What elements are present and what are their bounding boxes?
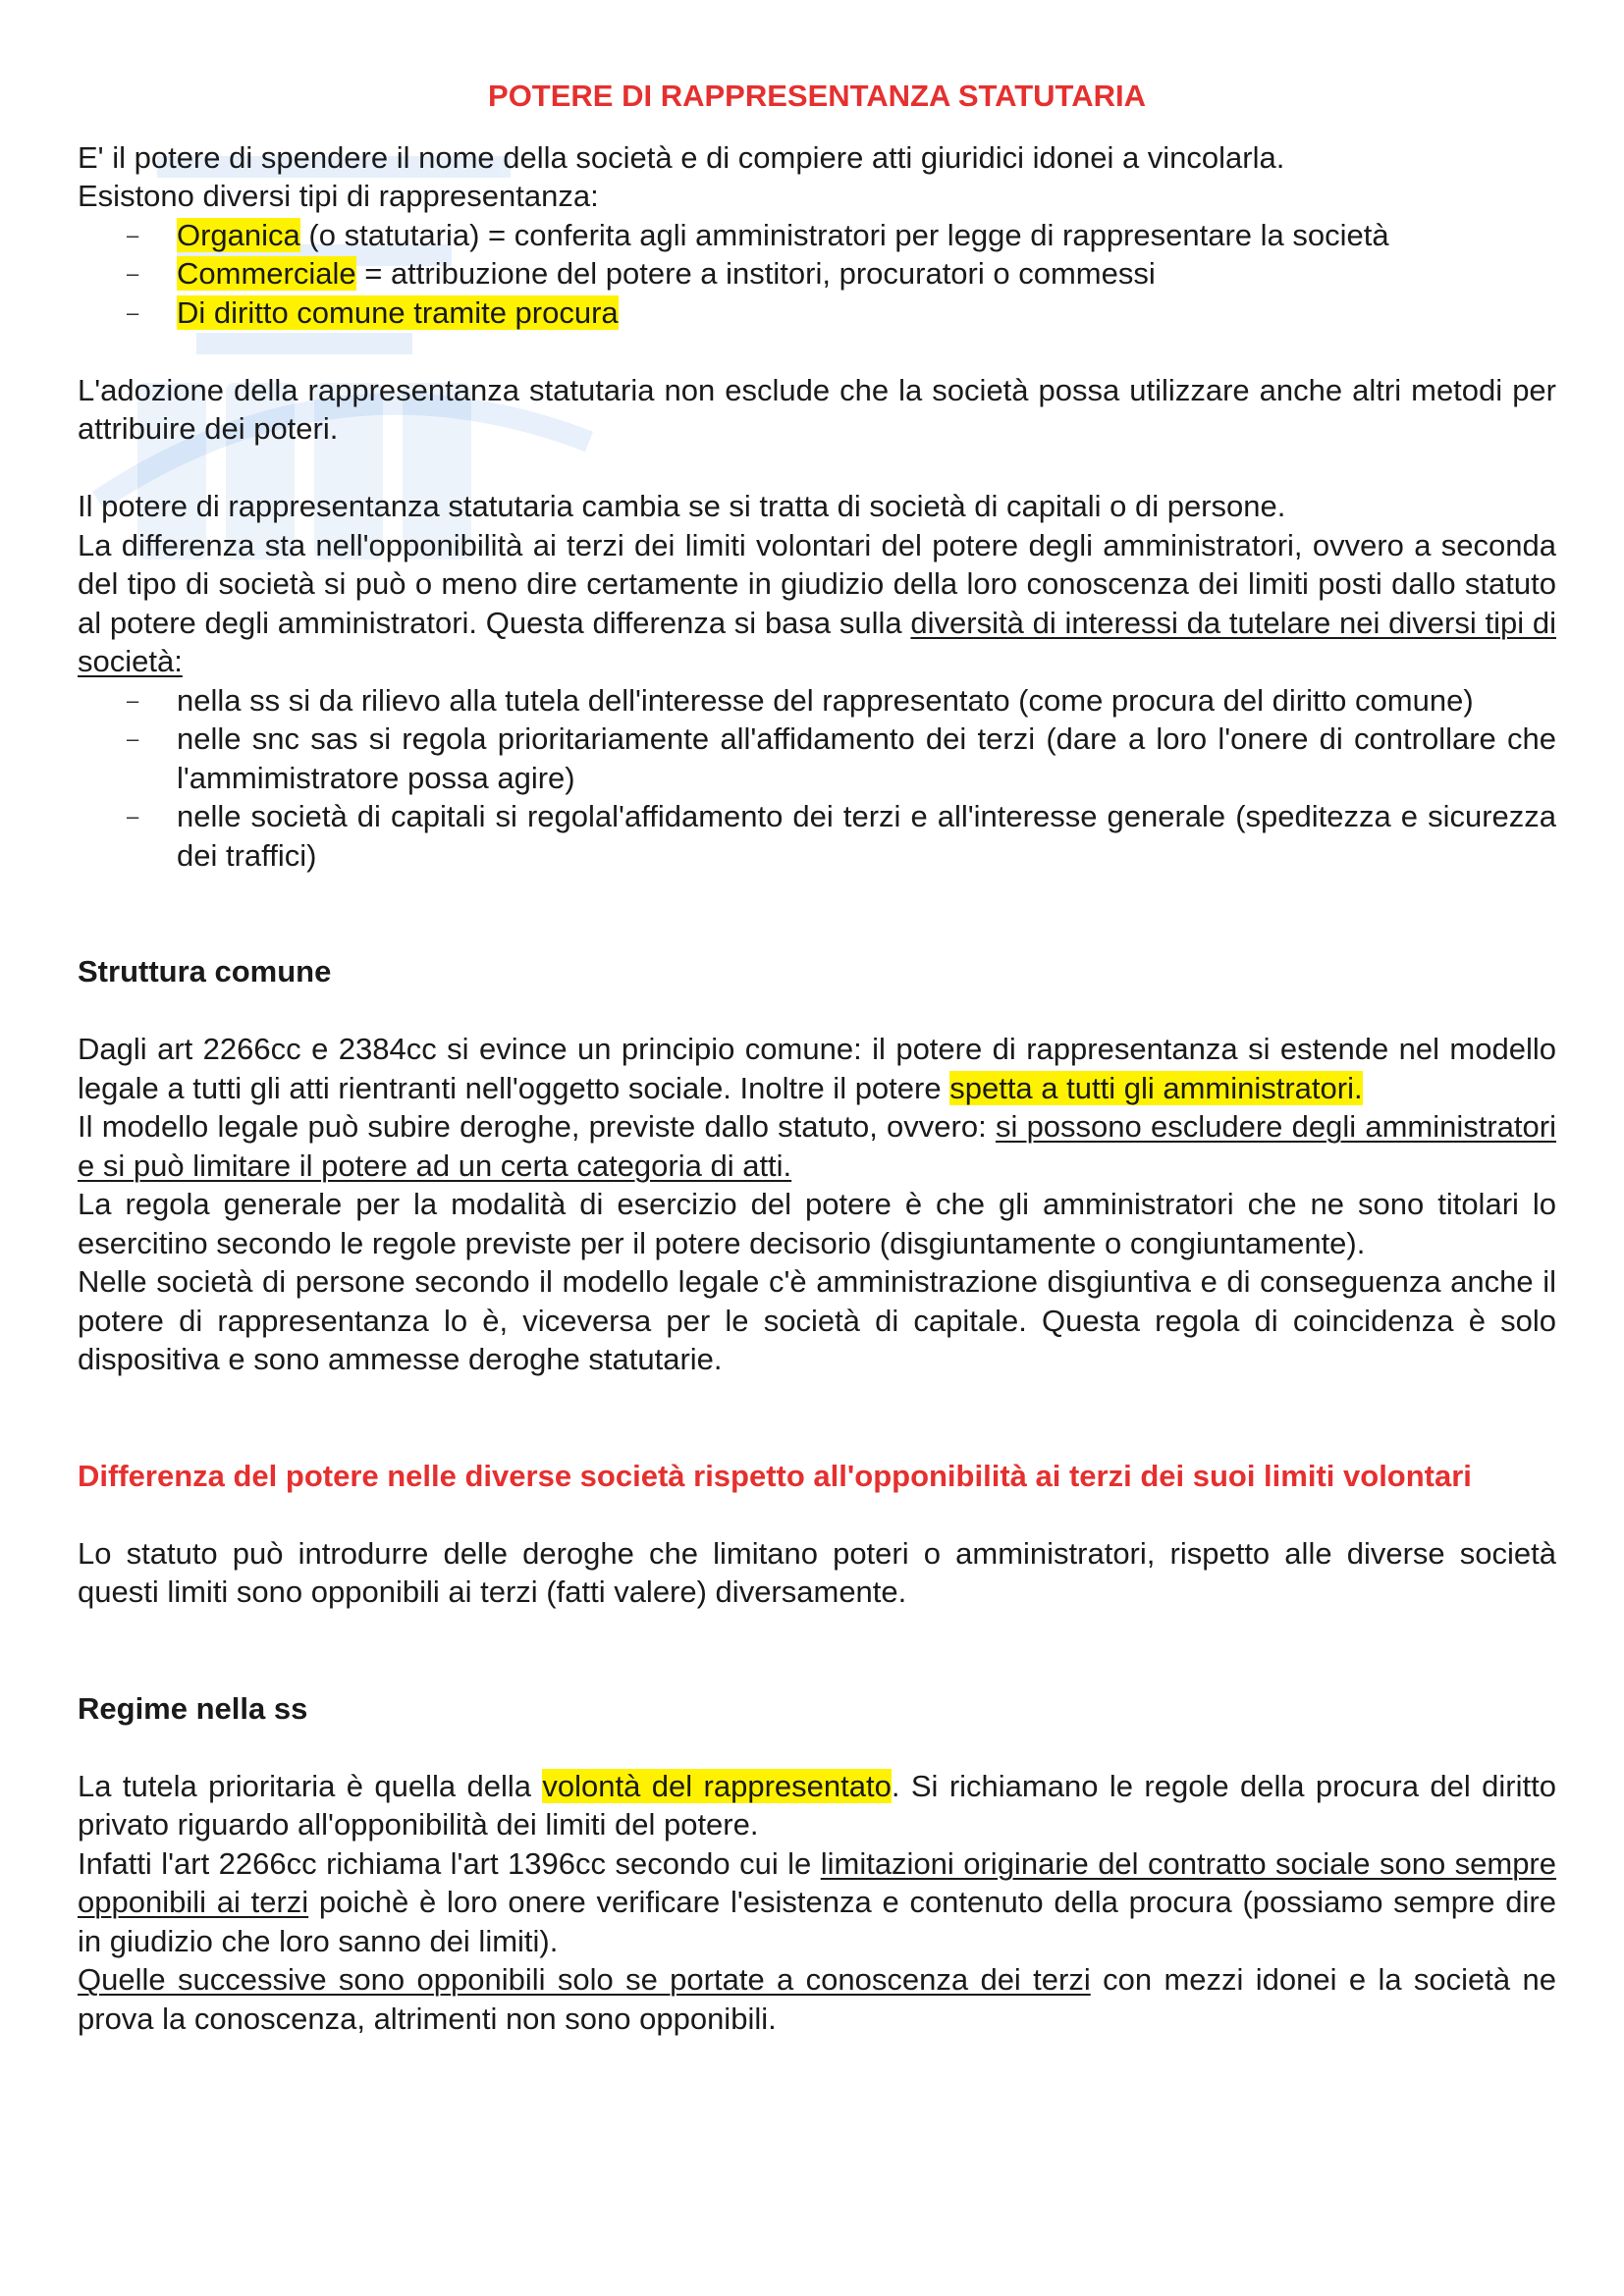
change-text: La differenza sta nell'opponibilità ai terzi dei limiti volontari del potere degli amministratori, ovvero a seconda del tipo di società si può o meno dire certamente in giudizio della loro conoscenza dei limiti posti dallo statuto al potere degli amministratori. Questa differenza si basa sulla	[78, 527, 1556, 640]
dash-bullet-icon: –	[127, 222, 139, 247]
section-heading-struttura: Struttura comune	[78, 954, 332, 988]
dash-bullet-icon: –	[127, 687, 139, 713]
dash-bullet-icon: –	[127, 299, 139, 325]
list-item-text: = attribuzione del potere a institori, procuratori o commessi	[355, 256, 1156, 291]
document-page	[78, 77, 1556, 2038]
list-item	[78, 720, 1556, 797]
list-item-text: nelle snc sas si regola prioritariamente all'affidamento dei terzi (dare a loro l'onere di controllare che l'ammimistratore possa agire)	[177, 721, 1556, 795]
underlined-text: limitazioni originarie del contratto sociale sono sempre opponibili ai terzi	[78, 1845, 1557, 1919]
dash-bullet-icon: –	[127, 804, 139, 828]
list-item-text: nelle società di capitali si regolal'affidamento dei terzi e all'interesse generale (speditezza e sicurezza dei traffici)	[177, 799, 1556, 873]
struttura-paragraph-2	[78, 1107, 1556, 1185]
underlined-text: si possono escludere degli amministratori e si può limitare il potere ad un certa categoria di atti.	[78, 1109, 1556, 1183]
section-heading-differenza: Differenza del potere nelle diverse società rispetto all'opponibilità ai terzi dei suoi limiti volontari	[78, 1458, 1472, 1493]
paragraph-text: Il modello legale può subire deroghe, previste dallo statuto, ovvero:	[78, 1109, 996, 1144]
change-paragraph	[78, 526, 1556, 681]
highlighted-term: Organica	[177, 217, 300, 252]
regime-paragraph-1	[78, 1767, 1556, 1844]
list-item	[78, 254, 1556, 294]
list-item	[78, 797, 1556, 875]
regime-paragraph-3	[78, 1960, 1556, 2038]
regime-paragraph-2	[78, 1844, 1556, 1961]
paragraph-text: Infatti l'art 2266cc richiama l'art 1396cc secondo cui le	[78, 1845, 821, 1881]
struttura-paragraph-3: La regola generale per la modalità di esercizio del potere è che gli amministratori che ne sono titolari lo esercitino secondo le regole previste per il potere decisorio (disgiuntamente o congiuntamente).	[78, 1187, 1556, 1260]
paragraph-text: con mezzi idonei e la società ne prova la conoscenza, altrimenti non sono opponibili.	[78, 1962, 1556, 2036]
section-heading-regime: Regime nella ss	[78, 1690, 308, 1726]
underlined-text: diversità di interessi da tutelare nei diversi tipi di società:	[78, 605, 1556, 678]
list-item	[78, 294, 1556, 333]
dash-bullet-icon: –	[127, 261, 139, 286]
paragraph-text: poichè è loro onere verificare l'esistenza e contenuto della procura (possiamo sempre dire in giudizio che loro sanno dei limiti).	[78, 1885, 1556, 1958]
list-item-text: (o statutaria) = conferita agli amministratori per legge di rappresentare la società	[299, 217, 1389, 252]
list-item	[78, 681, 1556, 721]
interests-list	[78, 681, 1556, 876]
change-line-1: Il potere di rappresentanza statutaria cambia se si tratta di società di capitali o di persone.	[78, 489, 1286, 523]
highlighted-term: Commerciale	[177, 256, 356, 291]
representation-types-list	[78, 216, 1556, 333]
paragraph-text: . Si richiamano le regole della procura del diritto privato riguardo all'opponibilità dei limiti del potere.	[78, 1768, 1556, 1842]
list-item	[78, 216, 1556, 255]
intro-line-1: E' il potere di spendere il nome della società e di compiere atti giuridici idonei a vincolarla.	[78, 139, 1285, 175]
highlighted-text: volontà del rappresentato	[542, 1768, 892, 1803]
intro-line-2: Esistono diversi tipi di rappresentanza:	[78, 179, 599, 213]
underlined-text: Quelle successive sono opponibili solo se portate a conoscenza dei terzi	[78, 1962, 1091, 1997]
highlighted-term: Di diritto comune tramite procura	[177, 294, 619, 330]
paragraph-text: La tutela prioritaria è quella della	[78, 1768, 543, 1803]
adoption-paragraph: L'adozione della rappresentanza statutaria non esclude che la società possa utilizzare anche altri metodi per attribuire dei poteri.	[78, 372, 1556, 446]
struttura-paragraph-1	[78, 1030, 1556, 1107]
list-item-text: nella ss si da rilievo alla tutela dell'interesse del rappresentato (come procura del diritto comune)	[177, 682, 1474, 718]
highlighted-text: spetta a tutti gli amministratori.	[949, 1070, 1363, 1105]
struttura-paragraph-4: Nelle società di persone secondo il modello legale c'è amministrazione disgiuntiva e di conseguenza anche il potere di rappresentanza lo è, viceversa per le società di capitale. Questa regola di coincidenza è solo dispositiva e sono ammesse deroghe statutarie.	[78, 1264, 1556, 1376]
document-title: POTERE DI RAPPRESENTANZA STATUTARIA	[488, 79, 1146, 113]
paragraph-text: Dagli art 2266cc e 2384cc si evince un principio comune: il potere di rappresentanza si estende nel modello legale a tutti gli atti rientranti nell'oggetto sociale. Inoltre il potere	[78, 1032, 1556, 1105]
dash-bullet-icon: –	[127, 726, 139, 751]
differenza-paragraph: Lo statuto può introdurre delle deroghe che limitano poteri o amministratori, rispetto alle diverse società questi limiti sono opponibili ai terzi (fatti valere) diversamente.	[78, 1535, 1556, 1609]
